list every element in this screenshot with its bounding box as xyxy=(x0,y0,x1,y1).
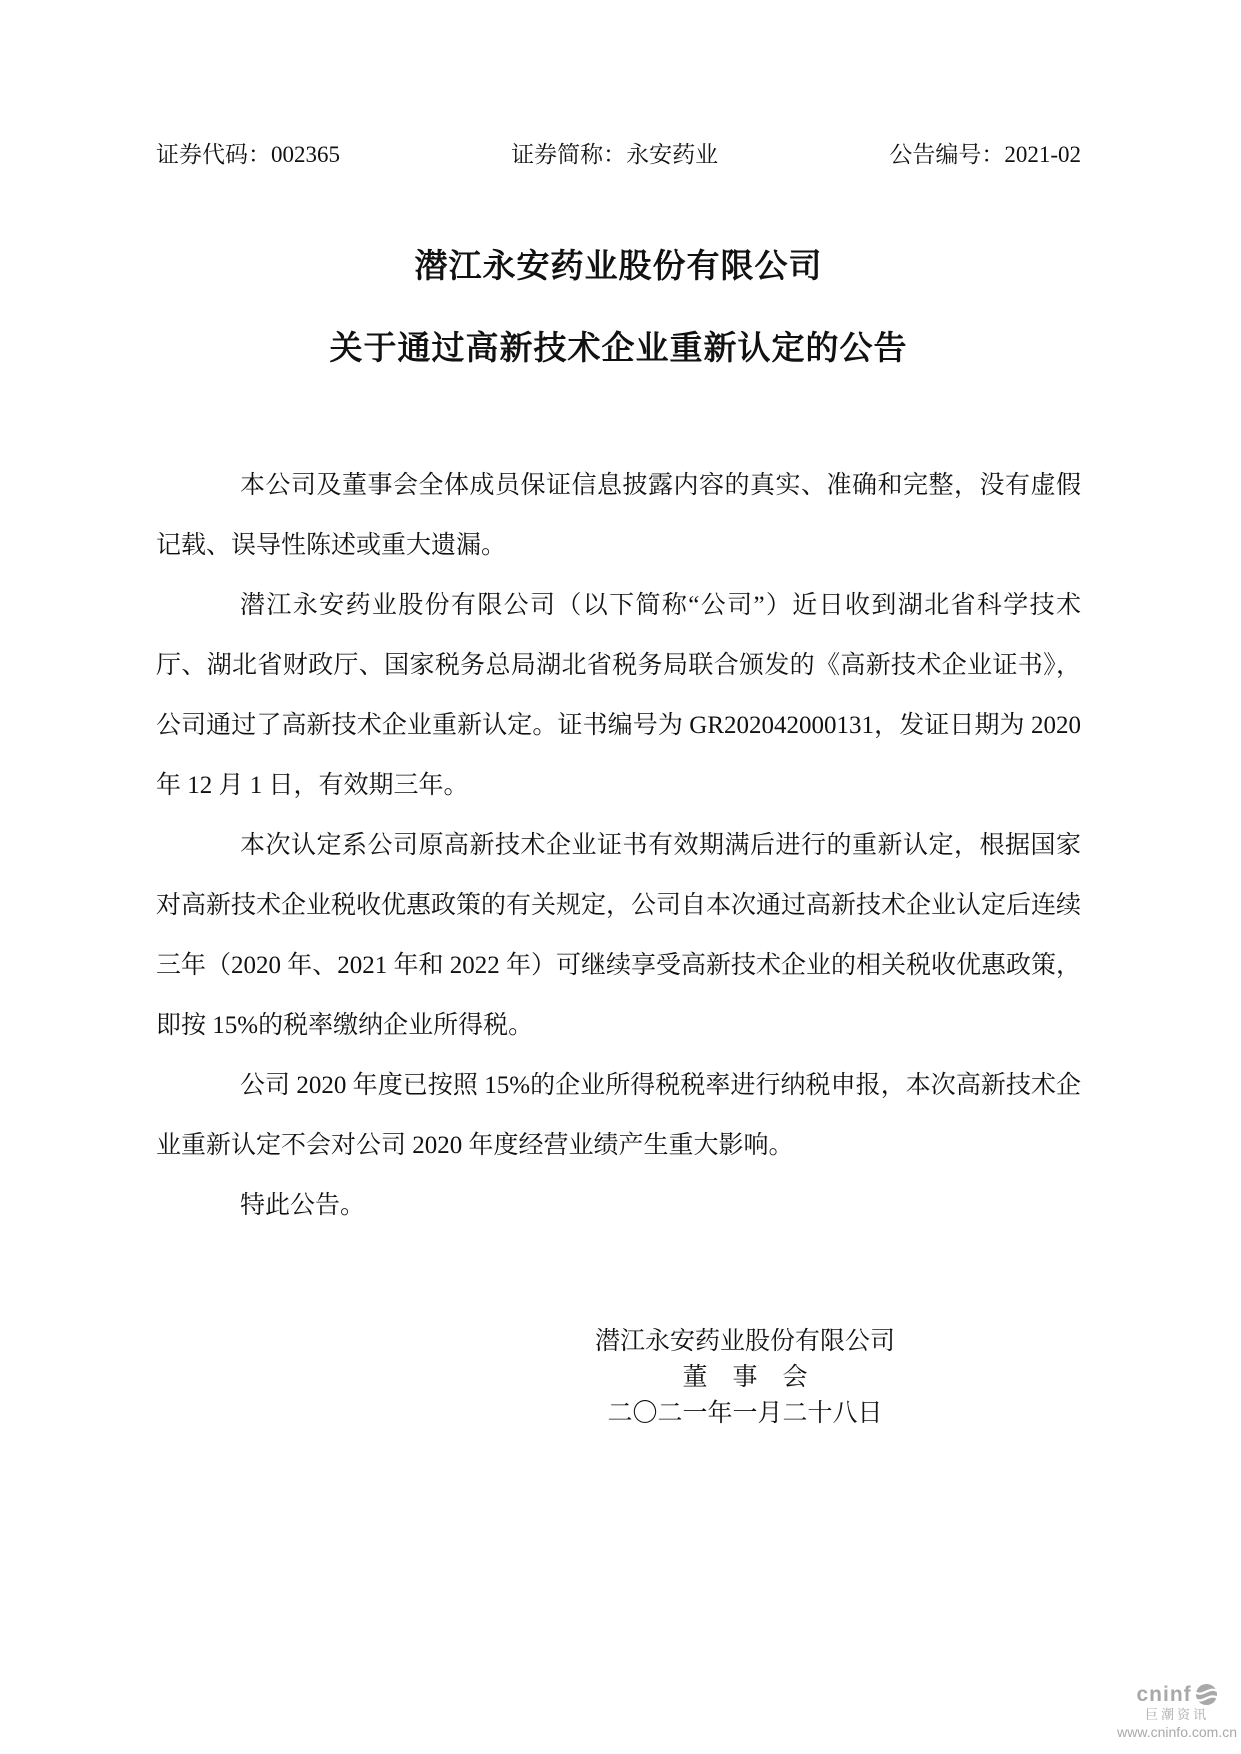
paragraph-impact: 公司 2020 年度已按照 15%的企业所得税税率进行纳税申报，本次高新技术企业重新认定不会对公司 2020 年度经营业绩产生重大影响。 xyxy=(156,1072,1081,1159)
paragraph-disclaimer: 本公司及董事会全体成员保证信息披露内容的真实、准确和完整，没有虚假记载、误导性陈述或重大遗漏。 xyxy=(156,472,1081,559)
page-title-company: 潜江永安药业股份有限公司 xyxy=(414,247,823,284)
signature-date: 二〇二一年一月二十八日 xyxy=(607,1400,883,1427)
cninfo-brand-cn: 巨潮资讯 xyxy=(1145,1707,1210,1723)
cninfo-globe-icon xyxy=(1195,1683,1218,1706)
paragraph-closing: 特此公告。 xyxy=(240,1192,366,1219)
cninfo-url: www.cninfo.com.cn xyxy=(1117,1723,1237,1740)
signature-board: 董 事 会 xyxy=(682,1364,808,1391)
page-title-subject: 关于通过高新技术企业重新认定的公告 xyxy=(329,329,908,366)
paragraph-tax-policy: 本次认定系公司原高新技术企业证书有效期满后进行的重新认定，根据国家对高新技术企业税收优惠政策的有关规定，公司自本次通过高新技术企业认定后连续三年（2020 年、2021 年和 2022 年）可继续享受高新技术企业的相关税收优惠政策，即按 15%的税率缴纳企业所得税。 xyxy=(156,832,1082,1039)
signature-company: 潜江永安药业股份有限公司 xyxy=(594,1328,895,1355)
signature-block xyxy=(589,1324,901,1432)
cninfo-logo-text: cninf xyxy=(1136,1683,1192,1707)
paragraph-certificate: 潜江永安药业股份有限公司（以下简称“公司”）近日收到湖北省科学技术厅、湖北省财政厅、国家税务总局湖北省税务局联合颁发的《高新技术企业证书》，公司通过了高新技术企业重新认定。证书编号为 GR202042000131，发证日期为 2020 年 12 月 1 日，有效期三年。 xyxy=(156,592,1081,799)
cninfo-logo xyxy=(1137,1683,1218,1706)
body-text xyxy=(156,456,1081,1236)
cninfo-watermark xyxy=(1117,1683,1237,1740)
letterhead-row xyxy=(156,140,1081,170)
stock-name-label: 证券简称：永安药业 xyxy=(511,142,719,167)
announcement-number-label: 公告编号：2021-02 xyxy=(889,142,1081,167)
stock-code-label: 证券代码：002365 xyxy=(156,142,340,167)
